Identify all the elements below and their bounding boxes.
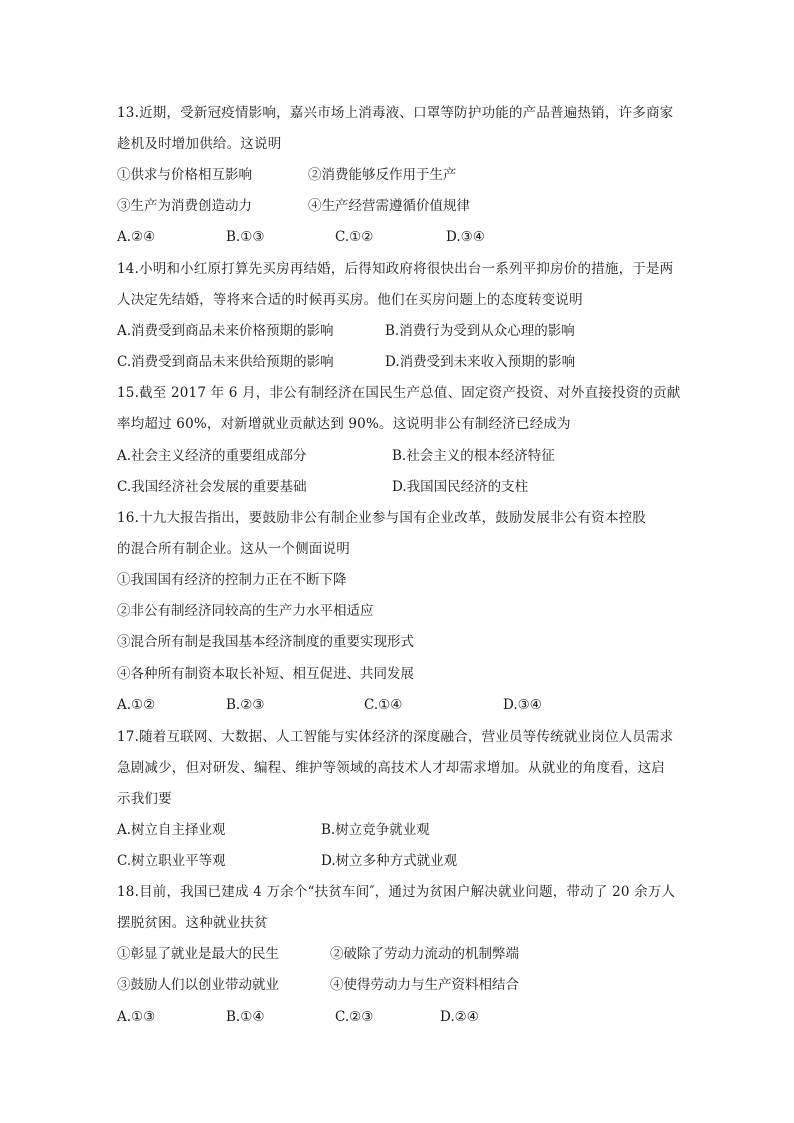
answer-option: D.③④: [503, 697, 542, 713]
answer-option: A.②④: [117, 229, 156, 245]
answer-option: C.我国经济社会发展的重要基础: [117, 479, 307, 495]
question-stem-line: 的混合所有制企业。这从一个侧面说明: [117, 541, 350, 557]
question-stem-line: 人决定先结婚，等将来合适的时候再买房。他们在买房问题上的态度转变说明: [117, 292, 583, 308]
statement-item: ①供求与价格相互影响: [117, 167, 252, 183]
answer-option: A.①③: [117, 1009, 156, 1025]
statement-item: ③鼓励人们以创业带动就业: [117, 977, 279, 993]
answer-option: B.树立竞争就业观: [321, 822, 430, 838]
answer-option: C.①②: [335, 229, 374, 245]
statement-item: ②非公有制经济同较高的生产力水平相适应: [117, 603, 374, 619]
question-stem-line: 14.小明和小红原打算先买房再结婚，后得知政府将很快出台一系列平抑房价的措施，于是两: [117, 261, 674, 277]
statement-item: ①我国国有经济的控制力正在不断下降: [117, 572, 347, 588]
answer-option: D.树立多种方式就业观: [321, 853, 458, 869]
question-stem-line: 趁机及时增加供给。这说明: [117, 136, 282, 152]
answer-option: B.社会主义的根本经济特征: [392, 448, 555, 464]
answer-option: A.社会主义经济的重要组成部分: [117, 448, 307, 464]
statement-item: ④各种所有制资本取长补短、相互促进、共同发展: [117, 666, 414, 682]
question-stem-line: 17.随着互联网、大数据、人工智能与实体经济的深度融合，营业员等传统就业岗位人员需求: [117, 729, 674, 745]
question-stem-line: 16.十九大报告指出，要鼓励非公有制企业参与国有企业改革，鼓励发展非公有资本控股: [117, 510, 646, 526]
statement-item: ②破除了劳动力流动的机制弊端: [330, 946, 519, 962]
answer-option: A.消费受到商品未来价格预期的影响: [117, 323, 334, 339]
question-stem-line: 率均超过 60%，对新增就业贡献达到 90%。这说明非公有制经济已经成为: [117, 416, 571, 432]
answer-option: D.我国国民经济的支柱: [392, 479, 529, 495]
statement-item: ③混合所有制是我国基本经济制度的重要实现形式: [117, 634, 414, 650]
answer-option: B.消费行为受到从众心理的影响: [385, 323, 575, 339]
answer-option: A.①②: [117, 697, 156, 713]
answer-option: A.树立自主择业观: [117, 822, 226, 838]
question-stem-line: 13.近期，受新冠疫情影响，嘉兴市场上消毒液、口罩等防护功能的产品普遍热销，许多商家: [117, 105, 674, 121]
question-stem-line: 18.目前，我国已建成 4 万余个“扶贫车间″，通过为贫困户解决就业问题，带动了 20 余万人: [117, 884, 676, 900]
question-stem-line: 15.截至 2017 年 6 月，非公有制经济在国民生产总值、固定资产投资、对外直接投资的贡献: [117, 385, 681, 401]
statement-item: ④使得劳动力与生产资料相结合: [330, 977, 519, 993]
answer-option: D.②④: [440, 1009, 479, 1025]
statement-item: ④生产经营需遵循价值规律: [308, 198, 470, 214]
answer-option: D.消费受到未来收入预期的影响: [385, 354, 576, 370]
answer-option: C.消费受到商品未来供给预期的影响: [117, 354, 334, 370]
answer-option: C.树立职业平等观: [117, 853, 226, 869]
question-stem-line: 摆脱贫困。这种就业扶贫: [117, 915, 268, 931]
statement-item: ①彰显了就业是最大的民生: [117, 946, 279, 962]
answer-option: B.①③: [226, 229, 265, 245]
answer-option: C.①④: [364, 697, 403, 713]
question-stem-line: 急剧减少，但对研发、编程、维护等领域的高技术人才却需求增加。从就业的角度看，这启: [117, 760, 665, 776]
answer-option: B.①④: [226, 1009, 265, 1025]
answer-option: B.②③: [226, 697, 265, 713]
statement-item: ③生产为消费创造动力: [117, 198, 252, 214]
answer-option: C.②③: [335, 1009, 374, 1025]
statement-item: ②消费能够反作用于生产: [308, 167, 457, 183]
answer-option: D.③④: [446, 229, 485, 245]
question-stem-line: 示我们要: [117, 791, 172, 807]
